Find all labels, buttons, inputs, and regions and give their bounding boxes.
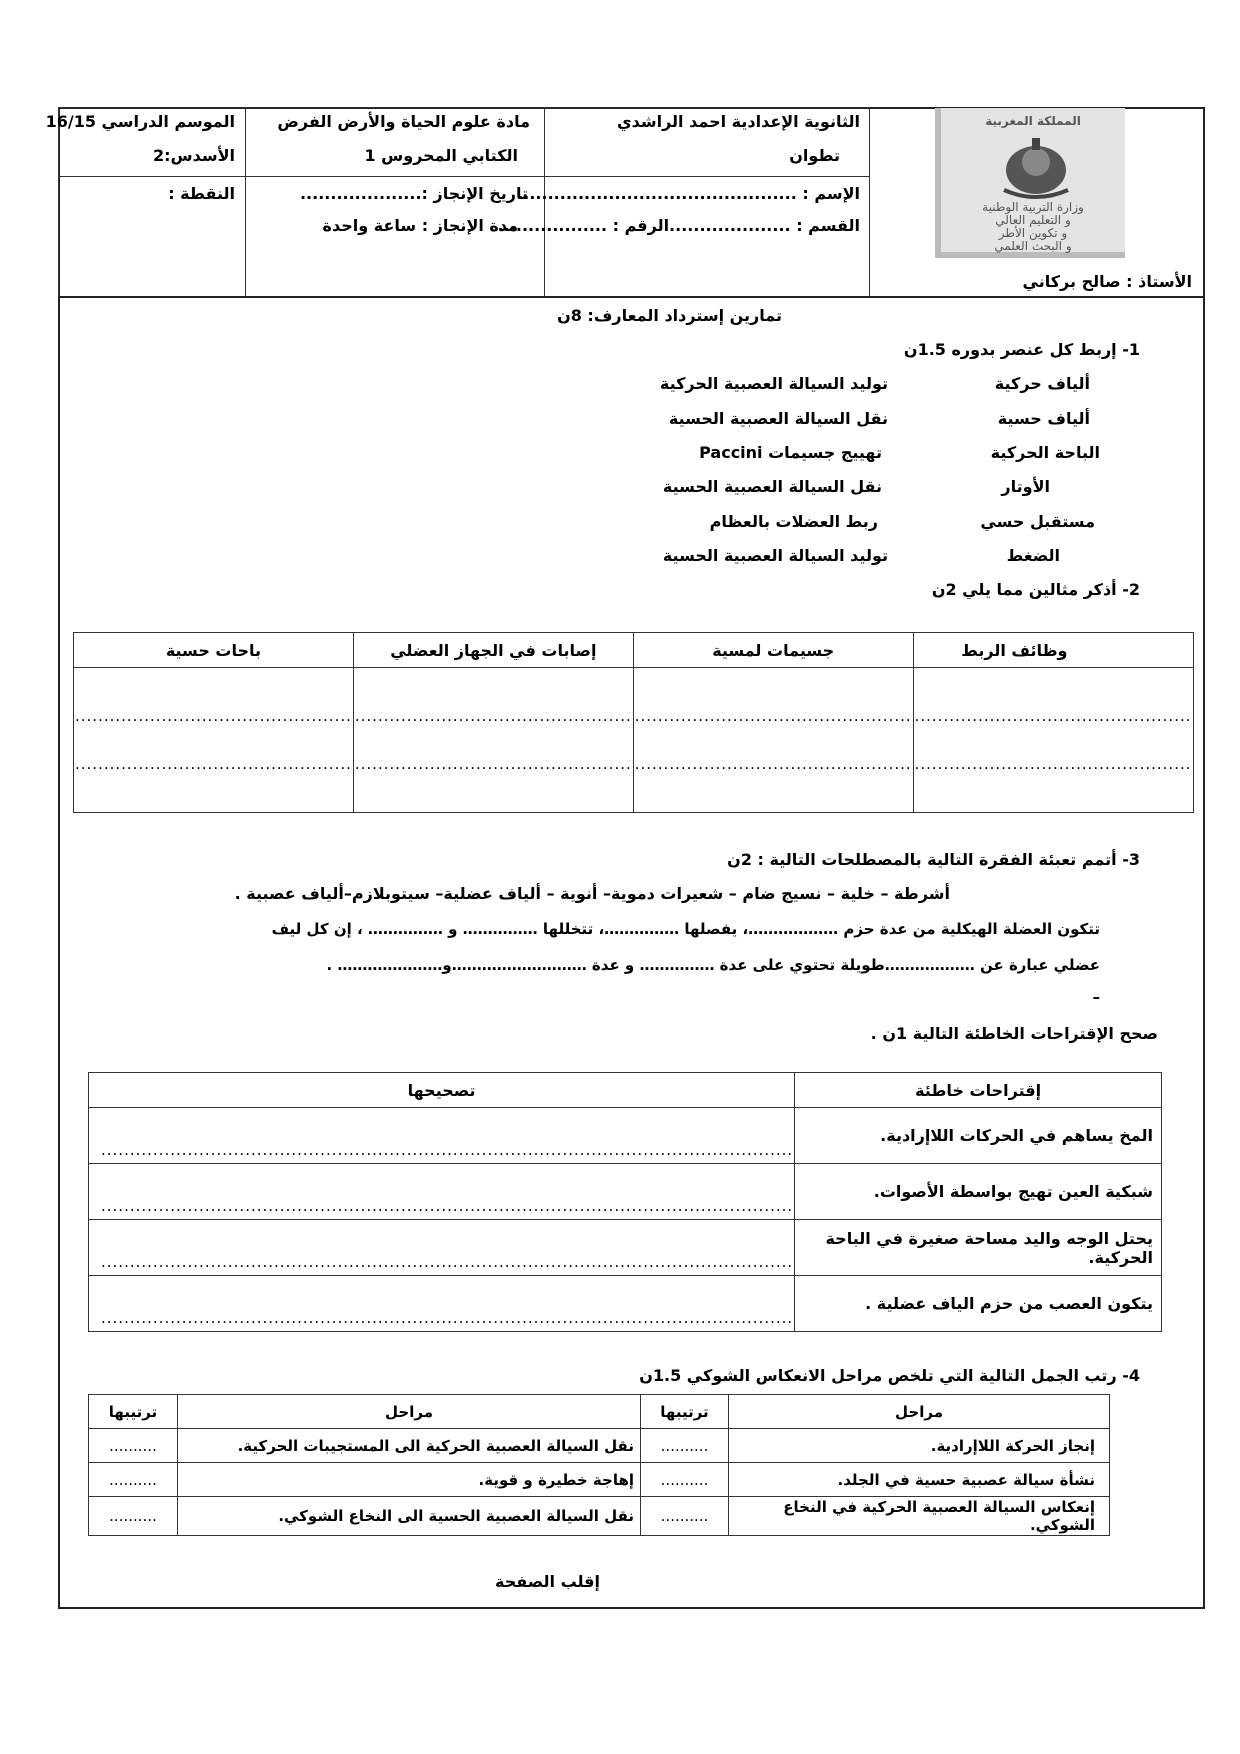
q2-header: وظائف الربط (913, 633, 1193, 668)
q4-order-input[interactable]: .......... (89, 1463, 178, 1497)
school-line2: تطوان (789, 146, 840, 165)
q2-header: باحات حسية (74, 633, 354, 668)
q4-header-stages: مراحل (178, 1395, 641, 1429)
q4-header-order: ترتيبها (89, 1395, 178, 1429)
answer-dots: ................................................ (914, 707, 1192, 725)
correction-answer-cell[interactable] (89, 1108, 795, 1164)
wrong-statement: يحتل الوجه واليد مساحة صغيرة في الباحة الحركية. (795, 1220, 1162, 1276)
q1-right-item: نقل السيالة العصبية الحسية (668, 409, 888, 428)
q4-stage: إنعكاس السيالة العصبية الحركية في النخاع الشوكي. (729, 1497, 1110, 1536)
q3-dash: – (1092, 988, 1100, 1006)
q3-paragraph-line2[interactable]: عضلي عبارة عن ………………طويلة تحتوي على عدة …………… و عدة ………………………و………………… . (326, 956, 1100, 974)
q4-stage: نقل السيالة العصبية الحسية الى النخاع الشوكي. (178, 1497, 641, 1536)
student-name-field[interactable]: الإسم : .............................................. (517, 184, 860, 203)
answer-dots: ........................................................................................................................ (101, 1253, 794, 1271)
correction-title: صحح الإقتراحات الخاطئة التالية 1ن . (870, 1024, 1158, 1043)
logo-title: المملكة المغربية (985, 114, 1081, 128)
q4-stage: إهاجة خطيرة و قوية. (178, 1463, 641, 1497)
q4-order-input[interactable]: .......... (641, 1429, 729, 1463)
q1-right-item: تهييج جسيمات Paccini (699, 443, 882, 462)
q4-title: 4- رتب الجمل التالية التي تلخص مراحل الانعكاس الشوكي 1.5ن (639, 1366, 1140, 1385)
coat-of-arms-icon (996, 132, 1076, 202)
student-class-field[interactable]: القسم : ....................الرقم : .................. (497, 216, 860, 235)
q1-left-item: مستقبل حسي (980, 512, 1095, 531)
q2-table (73, 632, 1194, 813)
q4-table (88, 1394, 1110, 1536)
q1-left-item: ألياف حركية (994, 374, 1090, 393)
q2-header: إصابات في الجهاز العضلي (353, 633, 633, 668)
q3-paragraph-line1[interactable]: تتكون العضلة الهيكلية من عدة حزم ………………، يفصلها ……………، تتخللها …………… و …………… ، إن كل ليف (271, 920, 1100, 938)
q1-title: 1- إربط كل عنصر بدوره 1.5ن (903, 340, 1140, 359)
q4-header-order: ترتيبها (641, 1395, 729, 1429)
logo-line3: و تكوين الأطر (998, 226, 1068, 240)
q2-header: جسيمات لمسية (633, 633, 913, 668)
q1-left-item: الباحة الحركية (990, 443, 1100, 462)
q2-answer-cell[interactable] (913, 668, 1193, 813)
q2-answer-cell[interactable] (353, 668, 633, 813)
correction-header-wrong: إقتراحات خاطئة (795, 1073, 1162, 1108)
answer-dots: ........................................................................................................................ (101, 1197, 794, 1215)
q4-order-input[interactable]: .......... (89, 1497, 178, 1536)
subject-line2: الكتابي المحروس 1 (364, 146, 518, 165)
q2-title: 2- أذكر مثالين مما يلي 2ن (931, 580, 1140, 599)
q4-order-input[interactable]: .......... (89, 1429, 178, 1463)
duration-label: مدة الإنجاز : ساعة واحدة (322, 216, 518, 235)
q1-right-item: توليد السيالة العصبية الحركية (659, 374, 888, 393)
score-label: النقطة : (168, 184, 235, 203)
answer-dots: ................................................ (354, 707, 632, 725)
q1-left-item: الضغط (1006, 546, 1060, 565)
answer-dots: ................................................ (914, 755, 1192, 773)
q4-order-input[interactable]: .......... (641, 1497, 729, 1536)
teacher-label: الأستاذ : صالح بركاني (1022, 272, 1192, 291)
ministry-logo (935, 108, 1125, 258)
date-label: تاريخ الإنجاز :.................... (299, 184, 528, 203)
answer-dots: ................................................ (75, 707, 352, 725)
q2-answer-cell[interactable] (633, 668, 913, 813)
answer-dots: ................................................ (634, 755, 912, 773)
correction-header-fix: تصحيحها (89, 1073, 795, 1108)
answer-dots: ................................................ (75, 755, 352, 773)
wrong-statement: شبكية العين تهيج بواسطة الأصوات. (795, 1164, 1162, 1220)
q4-stage: إنجاز الحركة اللاإرادية. (729, 1429, 1110, 1463)
q3-terms: أشرطة – خلية – نسيج ضام – شعيرات دموية– أنوية – ألياف عضلية– سيتوبلازم–ألياف عصبية . (234, 884, 950, 903)
wrong-statement: يتكون العصب من حزم الياف عضلية . (795, 1276, 1162, 1332)
subject-line1: مادة علوم الحياة والأرض الفرض (277, 112, 530, 131)
correction-answer-cell[interactable] (89, 1276, 795, 1332)
season-label: الموسم الدراسي 16/15 (45, 112, 235, 131)
q4-order-input[interactable]: .......... (641, 1463, 729, 1497)
q1-right-item: ربط العضلات بالعظام (709, 512, 878, 531)
section-title: تمارين إسترداد المعارف: 8ن (557, 306, 782, 325)
logo-line2: و التعليم العالي (995, 213, 1071, 227)
q4-header-stages: مراحل (729, 1395, 1110, 1429)
wrong-statement: المخ يساهم في الحركات اللاإرادية. (795, 1108, 1162, 1164)
q4-stage: نشأة سيالة عصبية حسية في الجلد. (729, 1463, 1110, 1497)
correction-answer-cell[interactable] (89, 1164, 795, 1220)
answer-dots: ........................................................................................................................ (101, 1141, 794, 1159)
logo-line1: وزارة التربية الوطنية (982, 200, 1084, 214)
q1-left-item: الأوتار (1001, 477, 1050, 496)
logo-line4: و البحث العلمي (994, 239, 1072, 253)
header-divider (58, 296, 1205, 298)
q2-answer-cell[interactable] (74, 668, 354, 813)
school-line1: الثانوية الإعدادية احمد الراشدي (616, 112, 860, 131)
q1-left-item: ألياف حسية (997, 409, 1090, 428)
answer-dots: ................................................ (354, 755, 632, 773)
turn-page-note: إقلب الصفحة (494, 1572, 600, 1591)
correction-table (88, 1072, 1162, 1332)
q1-right-item: توليد السيالة العصبية الحسية (662, 546, 888, 565)
q3-title: 3- أتمم تعبئة الفقرة التالية بالمصطلحات التالية : 2ن (727, 850, 1140, 869)
answer-dots: ................................................ (634, 707, 912, 725)
answer-dots: ........................................................................................................................ (101, 1309, 794, 1327)
semester-label: الأسدس:2 (153, 146, 235, 165)
q1-right-item: نقل السيالة العصبية الحسية (662, 477, 882, 496)
q4-stage: نقل السيالة العصبية الحركية الى المستجيبات الحركية. (178, 1429, 641, 1463)
correction-answer-cell[interactable] (89, 1220, 795, 1276)
